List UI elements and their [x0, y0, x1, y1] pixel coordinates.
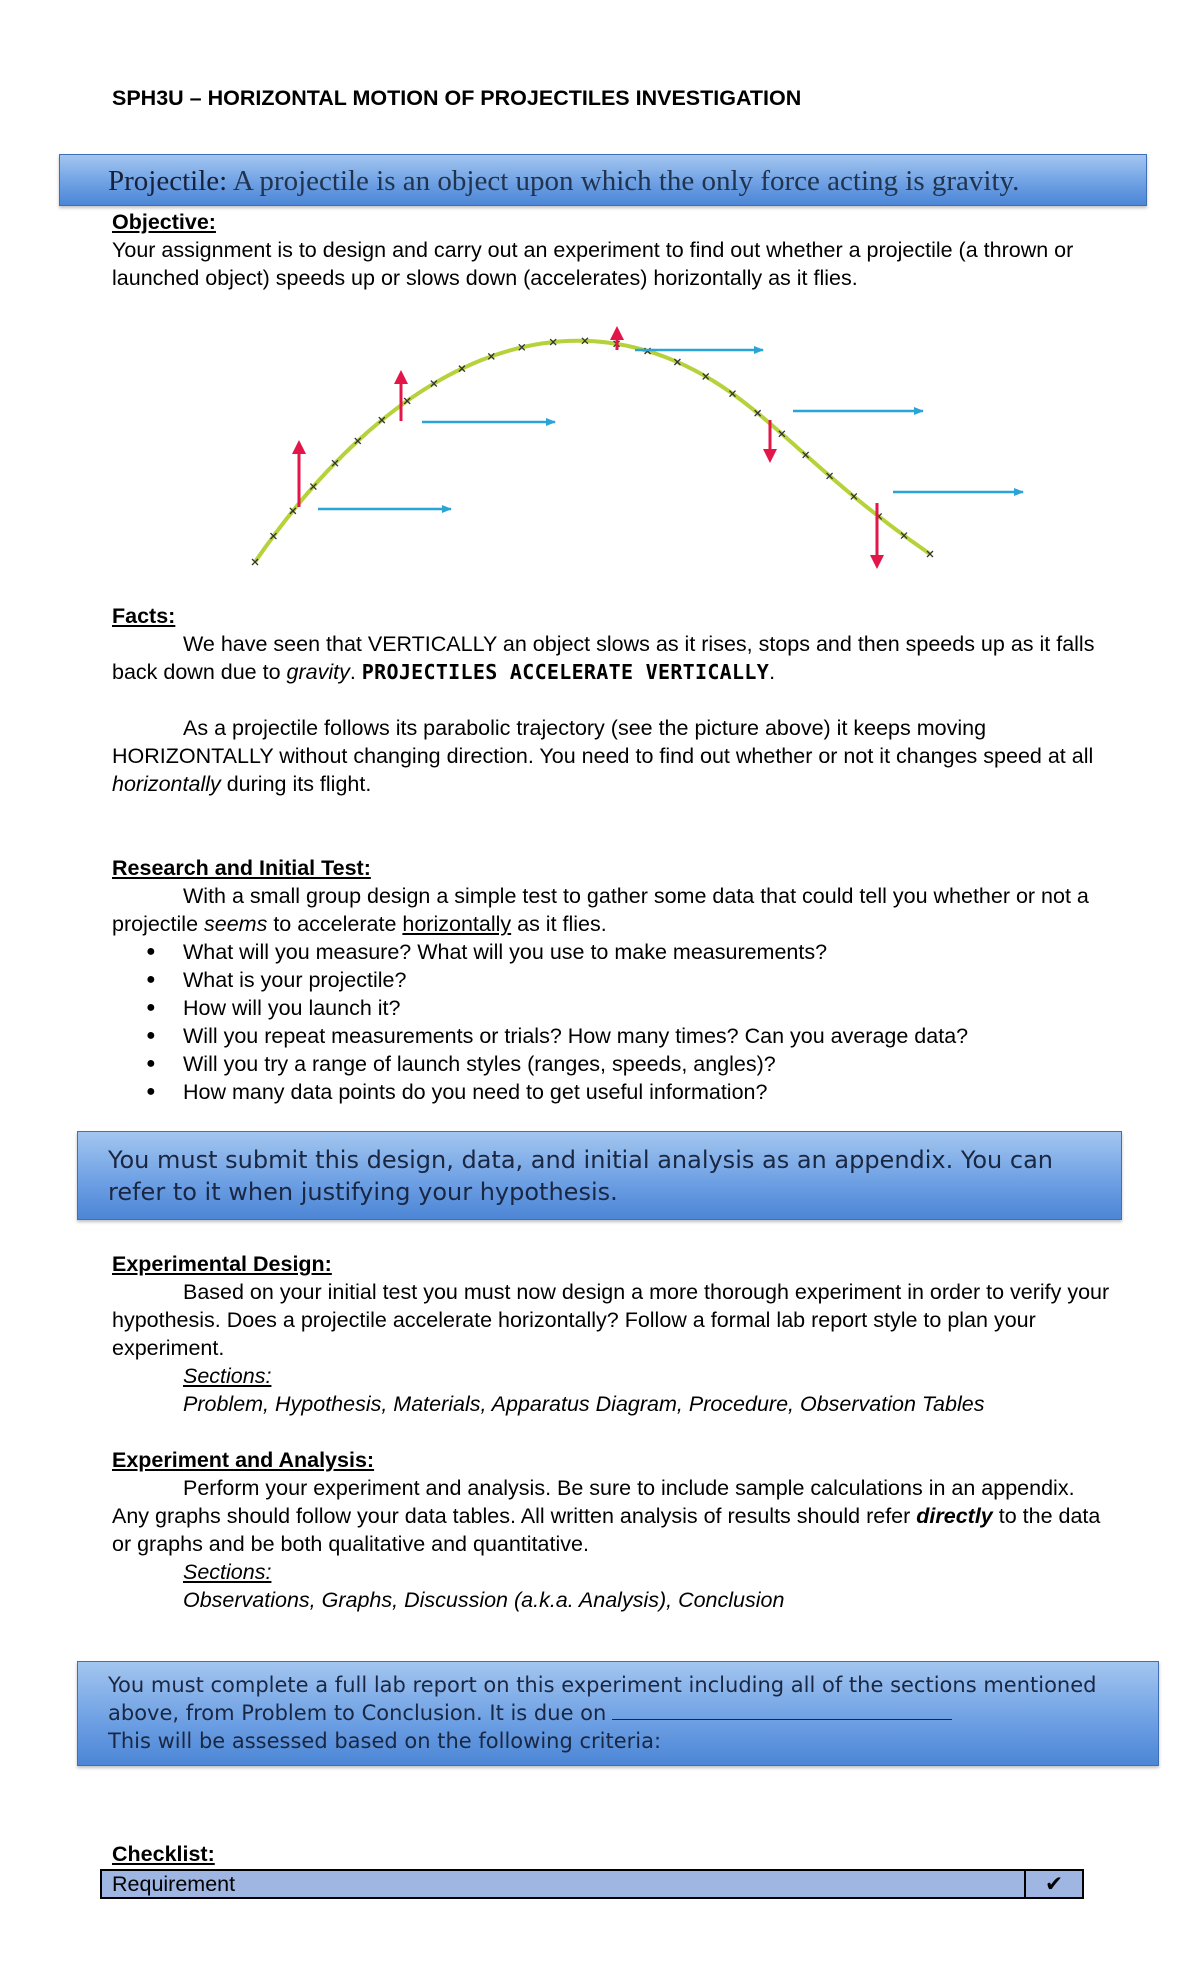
analysis-sections-label: [112, 1558, 1112, 1586]
facts-italic: horizontally: [112, 772, 221, 796]
table-row: [101, 1870, 1083, 1898]
facts-emphasis: PROJECTILES ACCELERATE VERTICALLY: [361, 660, 770, 684]
facts-text: .: [769, 660, 776, 684]
facts-text: during its flight.: [220, 772, 372, 796]
banner-line: above, from Problem to Conclusion. It is due on: [108, 1701, 607, 1725]
analysis-text: to the data or graphs and be both qualitative and quantitative.: [112, 1504, 1101, 1556]
research-question-list: [112, 938, 1112, 1106]
checklist-heading: Checklist:: [112, 1842, 215, 1866]
definition-banner: [59, 154, 1147, 206]
definition-text: [108, 164, 1019, 198]
page-title: SPH3U – HORIZONTAL MOTION OF PROJECTILES INVESTIGATION: [112, 86, 802, 110]
projectile-trajectory-diagram: [245, 322, 1035, 584]
column-header-requirement: Requirement: [101, 1870, 1025, 1898]
definition-lead: Projectile:: [108, 165, 228, 197]
analysis-body: [112, 1474, 1112, 1558]
objective-body: Your assignment is to design and carry out an experiment to find out whether a projectile (a thrown or launched object) speeds up or slows down (accelerates) horizontally as it flies.: [112, 238, 1074, 290]
sections-list: Observations, Graphs, Discussion (a.k.a. Analysis), Conclusion: [183, 1588, 785, 1612]
facts-heading: Facts:: [112, 604, 176, 628]
banner-line-with-blank: [108, 1699, 1096, 1727]
design-section: [112, 1250, 1112, 1418]
objective-heading: Objective:: [112, 210, 216, 234]
banner-line: This will be assessed based on the following criteria:: [108, 1729, 662, 1753]
sections-label: Sections:: [183, 1560, 272, 1584]
analysis-section: [112, 1446, 1112, 1614]
appendix-banner-text: [108, 1144, 1053, 1208]
parabolic-trajectory: [255, 341, 930, 562]
research-text: With a small group design a simple test to gather some data that could tell you whether or not a projectile: [112, 884, 1089, 936]
position-markers: [252, 338, 933, 565]
list-item: ● What will you measure? What will you use to make measurements?: [112, 938, 1112, 966]
design-heading: Experimental Design:: [112, 1252, 332, 1276]
facts-paragraph-1: [112, 630, 1112, 686]
objective-section: [112, 208, 1112, 292]
research-text: as it flies.: [511, 912, 607, 936]
report-banner-text: [108, 1671, 1096, 1755]
research-intro: [112, 882, 1112, 938]
analysis-sections-list: [112, 1586, 1112, 1614]
analysis-text: Perform your experiment and analysis. Be sure to include sample calculations in an appendix. Any graphs should follow your data tables. All written analysis of results should refer: [112, 1476, 1075, 1528]
analysis-emphasis: directly: [916, 1504, 993, 1528]
list-item: ● How will you launch it?: [112, 994, 1112, 1022]
sections-list: Problem, Hypothesis, Materials, Apparatus Diagram, Procedure, Observation Tables: [183, 1392, 985, 1416]
facts-italic: gravity: [286, 660, 350, 684]
appendix-banner: [77, 1131, 1122, 1220]
due-date-blank[interactable]: [612, 1699, 952, 1720]
facts-paragraph-2: [112, 714, 1112, 798]
analysis-heading: Experiment and Analysis:: [112, 1448, 375, 1472]
research-underline: horizontally: [402, 912, 512, 936]
definition-body: A projectile is an object upon which the only force acting is gravity.: [227, 165, 1020, 197]
list-item: ● Will you try a range of launch styles (ranges, speeds, angles)?: [112, 1050, 1112, 1078]
design-body: Based on your initial test you must now design a more thorough experiment in order to verify your hypothesis. Does a projectile accelerate horizontally? Follow a formal lab report style to plan your experiment.: [112, 1280, 1110, 1360]
list-item: ● What is your projectile?: [112, 966, 1112, 994]
list-item: ● Will you repeat measurements or trials? How many times? Can you average data?: [112, 1022, 1112, 1050]
facts-text: .: [349, 660, 362, 684]
facts-section: [112, 602, 1112, 798]
list-item: ● How many data points do you need to get useful information?: [112, 1078, 1112, 1106]
report-due-banner: [77, 1661, 1159, 1766]
design-sections-list: [112, 1390, 1112, 1418]
facts-text: We have seen that VERTICALLY an object slows as it rises, stops and then speeds up as it falls back down due to: [112, 632, 1095, 684]
checklist-table: [100, 1869, 1084, 1899]
facts-text: As a projectile follows its parabolic trajectory (see the picture above) it keeps moving HORIZONTALLY without changing direction. You need to find out whether or not it changes speed at all: [112, 716, 1094, 768]
research-section: [112, 854, 1112, 1106]
sections-label: Sections:: [183, 1364, 272, 1388]
column-header-check: ✔: [1025, 1870, 1083, 1898]
research-italic: seems: [204, 912, 268, 936]
research-heading: Research and Initial Test:: [112, 856, 371, 880]
design-sections-label: [112, 1362, 1112, 1390]
banner-line: You must submit this design, data, and initial analysis as an appendix. You can: [108, 1146, 1053, 1174]
banner-line: You must complete a full lab report on this experiment including all of the sections mentioned: [108, 1673, 1097, 1697]
banner-line: refer to it when justifying your hypothesis.: [108, 1178, 618, 1206]
research-text: to accelerate: [267, 912, 403, 936]
